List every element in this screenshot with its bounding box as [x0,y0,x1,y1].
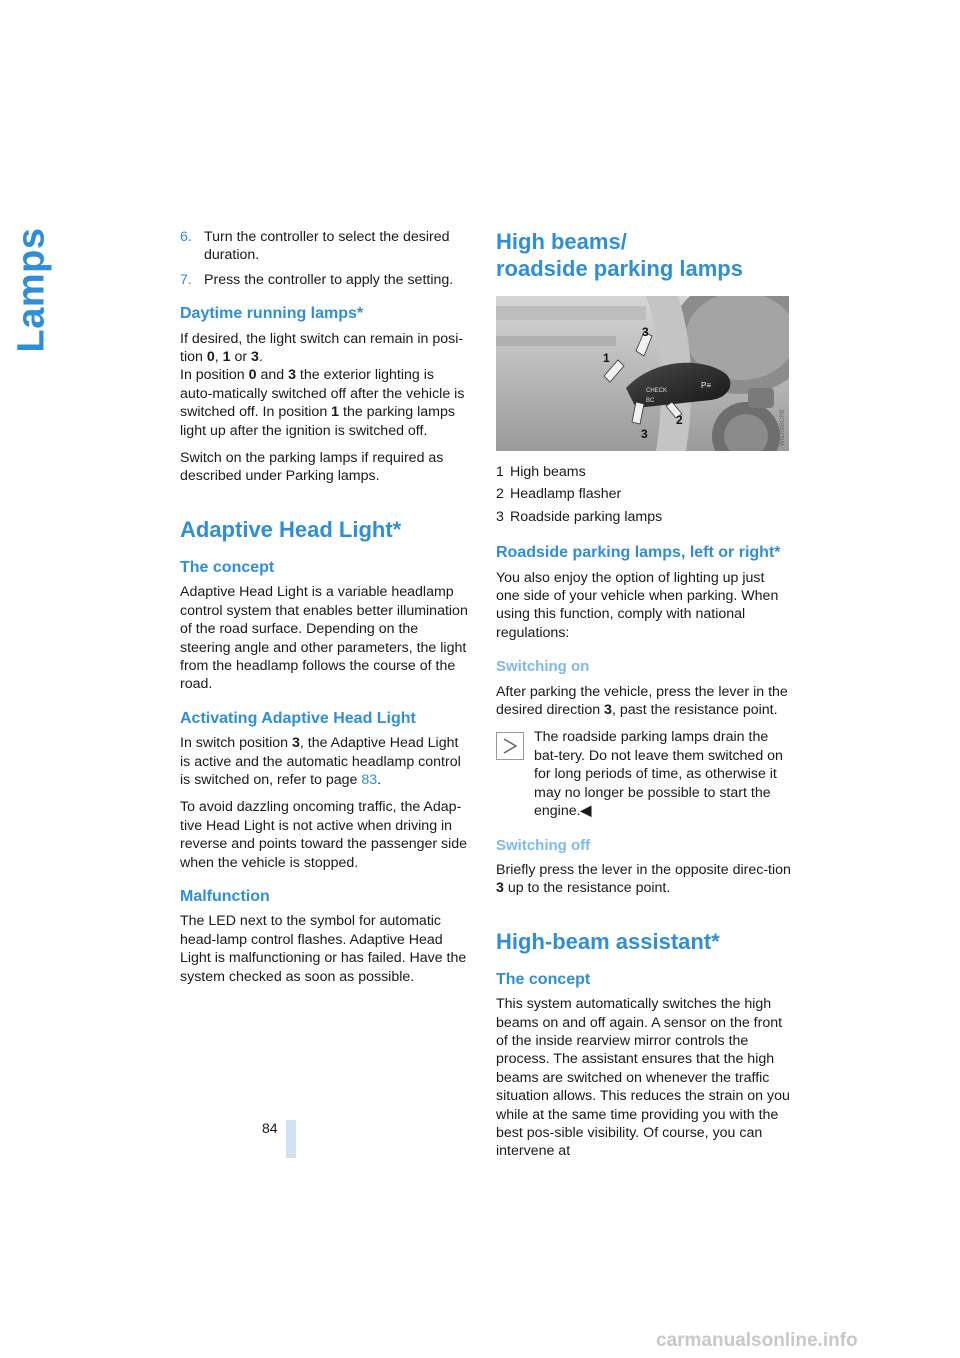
paragraph: You also enjoy the option of lighting up just one side of your vehicle when parking. When using this function, comply with national regulations: [496,569,779,641]
paragraph: This system automatically switches the high beams on and off again. A sensor on the front of the inside rearview mirror controls the process. The assistant ensures that the high beams are switched on whenever the traffic situation allows. This reduces the strain on you while at the same time providing you with the best pos-sible visibility. Of course, you can intervene at [496,996,790,1160]
svg-text:P≡: P≡ [701,381,712,390]
paragraph: Switch on the parking lamps if required as described under Parking lamps. [180,450,444,485]
callout-1: 1 [603,351,610,365]
legend-item: 3 Roadside parking lamps [496,508,663,525]
caution-arrow-icon [496,732,524,760]
adaptive-head-light-heading: Adaptive Head Light* [180,516,402,542]
caution-note: The roadside parking lamps drain the bat-tery. Do not leave them switched on for long periods of time, as otherwise it may no longer be possible to start the engine.◀ [496,728,792,820]
end-mark: ◀ [580,803,592,820]
callout-3-bottom: 3 [641,427,648,441]
roadside-parking-heading: Roadside parking lamps, left or right* [496,544,781,562]
callout-3-top: 3 [642,325,649,339]
left-column [180,228,470,995]
step-number: 6. [180,229,192,245]
figure-code: W8D08BCPB [780,409,786,446]
steering-lever-figure [496,296,789,451]
page-number: 84 [262,1120,278,1136]
section-tab [10,227,54,353]
daytime-running-lamps-heading: Daytime running lamps* [180,305,364,323]
callout-2: 2 [676,413,683,427]
legend-item: 2 Headlamp flasher [496,486,622,503]
paragraph: After parking the vehicle, press the lever in the desired direction 3, past the resistance point. [496,683,788,719]
paragraph: In switch position 3, the Adaptive Head Light is active and the automatic headlamp control is switched on, refer to page 83. [180,735,461,788]
legend-item: 1 High beams [496,464,586,480]
watermark: carmanualsonline.info [656,1330,858,1351]
page-link[interactable]: 83 [361,771,378,788]
high-beam-assistant-heading: High-beam assistant* [496,928,720,954]
activating-heading: Activating Adaptive Head Light [180,709,416,727]
step-text: Press the controller to apply the setting. [204,271,454,288]
section-tab-label: Lamps [10,227,53,353]
steering-lever-illustration [496,296,789,451]
switching-on-heading: Switching on [496,658,590,676]
paragraph: The LED next to the symbol for automatic head-lamp control flashes. Adaptive Head Light is malfunctioning or has failed. Have the system checked as soon as possible. [180,913,467,985]
svg-text:BC: BC [646,398,655,404]
paragraph: Adaptive Head Light is a variable headlamp control system that enables better illumination of the road surface. Depending on the steering angle and other parameters, the light from the headlamp follows the course of the road. [180,584,468,693]
page-marker-bar [286,1120,296,1158]
paragraph: If desired, the light switch can remain in posi-tion 0, 1 or 3. In position 0 and 3 the exterior lighting is auto-matically switched off after the vehicle is switched off. In position 1 the parking lamps light up after the ignition is switched off. [180,330,465,439]
paragraph: To avoid dazzling oncoming traffic, the Adap-tive Head Light is not active when driving in reverse and points toward the passenger side when the vehicle is stopped. [180,799,468,871]
step-6 [180,228,470,265]
step-7 [180,271,470,289]
switching-off-heading: Switching off [496,836,591,854]
step-number: 7. [180,271,192,288]
hba-concept-heading: The concept [496,970,591,988]
step-text: Turn the controller to select the desired duration. [204,229,450,264]
right-column [496,228,792,1170]
paragraph: Briefly press the lever in the opposite direc-tion 3 up to the resistance point. [496,861,791,897]
concept-heading: The concept [180,558,275,576]
svg-text:CHECK: CHECK [646,388,668,394]
malfunction-heading: Malfunction [180,887,270,905]
high-beams-heading: High beams/ roadside parking lamps [496,229,743,281]
